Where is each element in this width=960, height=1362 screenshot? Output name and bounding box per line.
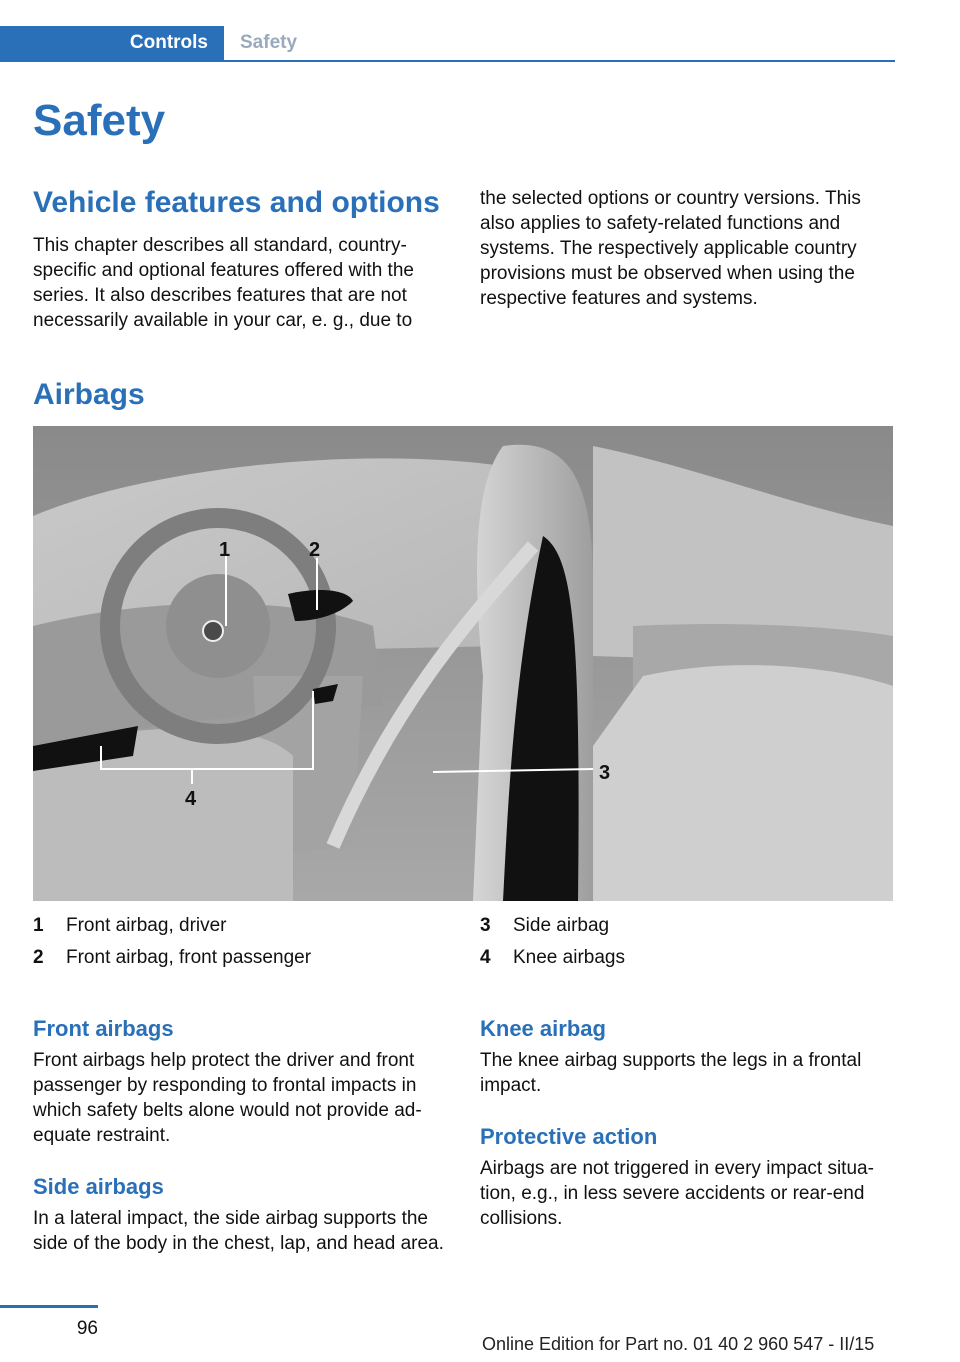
knee-airbag-heading: Knee airbag xyxy=(480,1016,606,1041)
page-number: 96 xyxy=(76,1318,98,1339)
features-text-right: the selected options or country versions. This also applies to safety-related functions and systems. The respectively applicable country provisions must be observed when using the respective features and systems. xyxy=(480,188,861,309)
side-airbags-heading: Side airbags xyxy=(33,1174,164,1199)
header-tabbar xyxy=(0,26,895,62)
tab-safety[interactable]: Safety xyxy=(240,32,298,53)
protective-action-heading: Protective action xyxy=(480,1124,658,1149)
callout-1: 1 xyxy=(219,539,231,561)
legend-num: 4 xyxy=(480,947,491,968)
callout-2: 2 xyxy=(309,539,321,561)
legend-num: 3 xyxy=(480,915,491,936)
knee-airbag-text: The knee airbag supports the legs in a frontal impact. xyxy=(480,1050,862,1096)
legend-text: Side airbag xyxy=(513,915,610,936)
legend-text: Front airbag, front passenger xyxy=(66,947,312,968)
airbags-heading: Airbags xyxy=(33,378,145,411)
edition-text: Online Edition for Part no. 01 40 2 960 547 - II/15 xyxy=(482,1334,875,1354)
airbags-figure xyxy=(33,426,893,901)
side-airbags-text: In a lateral impact, the side airbag supports the side of the body in the chest, lap, and head area. xyxy=(33,1208,444,1254)
car-interior-illustration xyxy=(33,426,893,901)
protective-action-text: Airbags are not triggered in every impact situa‐tion, e.g., in less severe accidents or rear-end collisions. xyxy=(480,1158,874,1229)
features-text-left: This chapter describes all standard, country-specific and optional features offered with the series. It also describes features that are not necessarily available in your car, e. g., due to xyxy=(33,235,414,331)
legend-text: Knee airbags xyxy=(513,947,625,968)
legend-num: 2 xyxy=(33,947,44,968)
footer-divider xyxy=(0,1305,98,1308)
legend-num: 1 xyxy=(33,915,44,936)
callout-3: 3 xyxy=(599,762,611,784)
callout-4: 4 xyxy=(185,788,197,810)
tab-controls[interactable]: Controls xyxy=(0,26,224,60)
front-airbags-heading: Front airbags xyxy=(33,1016,174,1041)
page-title: Safety xyxy=(33,96,166,145)
front-airbags-text: Front airbags help protect the driver and front passenger by responding to frontal impacts in which safety belts alone would not provide ad‐equate restraint. xyxy=(33,1050,422,1146)
legend-text: Front airbag, driver xyxy=(66,915,227,936)
features-heading: Vehicle features and options xyxy=(33,186,440,219)
